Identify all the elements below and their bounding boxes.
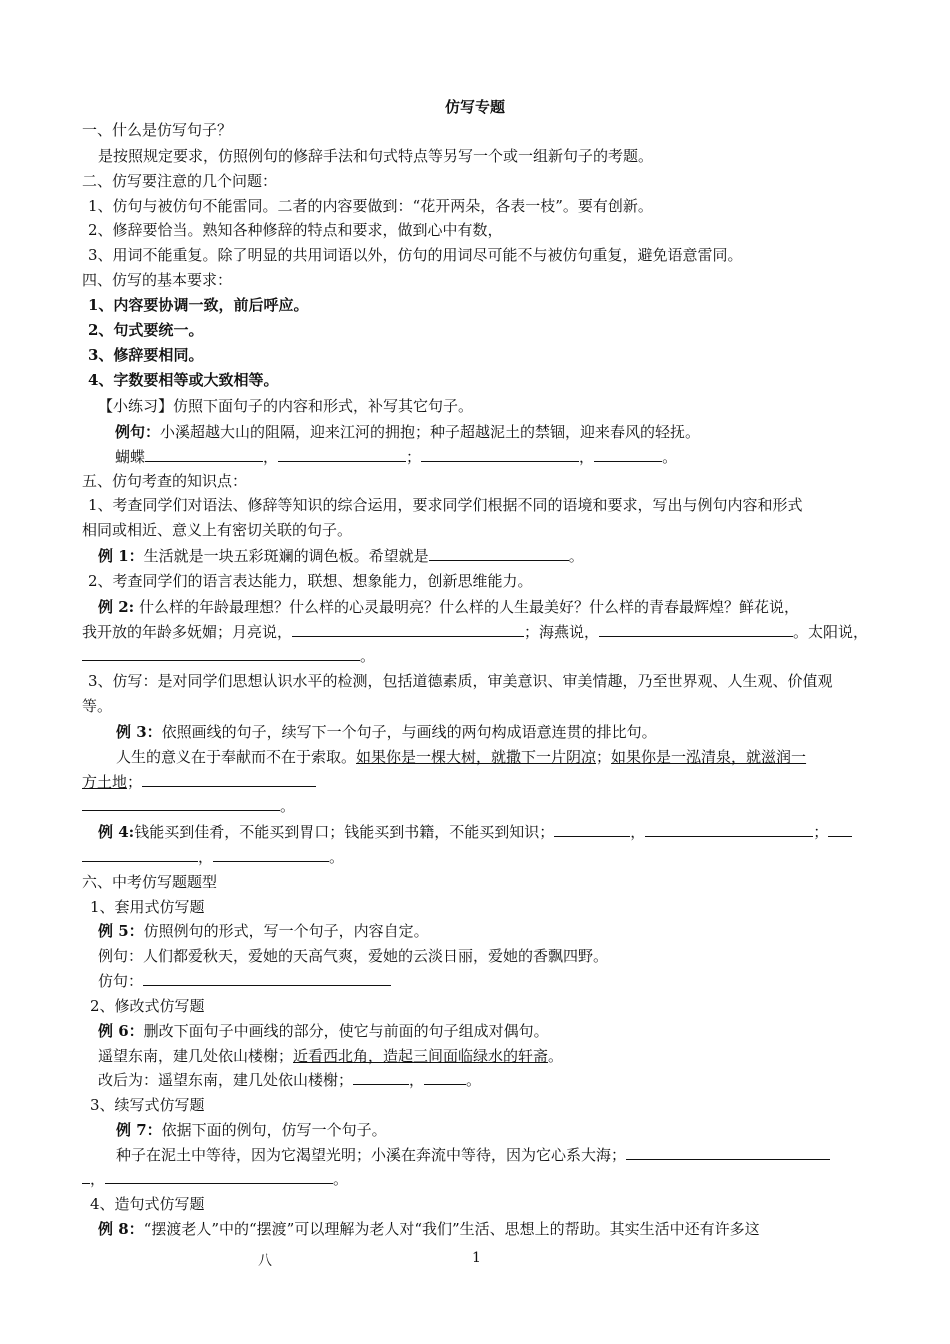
- section-6-item-1: 1、套用式仿写题: [90, 898, 205, 916]
- example-6-text: 删改下面句子中画线的部分，使它与前面的句子组成对偶句。: [143, 1022, 549, 1040]
- example-5-label: 例 5：: [98, 922, 144, 940]
- example-3-sentence: [116, 746, 906, 768]
- example-4-label: 例 4:: [98, 823, 135, 841]
- example-2-line-3: [82, 645, 872, 667]
- example-4-line-2: [82, 846, 872, 868]
- example-6-underlined: 近看西北角，造起三间面临绿水的轩斋: [293, 1047, 549, 1065]
- section-1-body: 是按照规定要求，仿照例句的修辞手法和句式特点等另写一个或一组新句子的考题。: [98, 147, 654, 165]
- example-2-line-1: [98, 596, 888, 618]
- punctuation: 。: [360, 647, 376, 665]
- example-5-fill-label: 仿句：: [98, 972, 144, 990]
- punctuation: 。: [280, 797, 296, 815]
- example-2-label: 例 2:: [98, 598, 135, 616]
- example-3-underlined-3: 方土地: [82, 773, 128, 791]
- example-6-plain: 遥望东南，建几处依山楼榭；: [98, 1047, 294, 1065]
- practice-example: [115, 421, 905, 443]
- answer-blank[interactable]: [278, 447, 406, 462]
- section-4-heading: 四、仿写的基本要求：: [82, 271, 233, 289]
- example-2-part: 。太阳说，: [793, 623, 869, 641]
- practice-fill-start: 蝴蝶: [115, 448, 146, 466]
- section-5-item-3-line-1: 3、仿写：是对同学们思想认识水平的检测，包括道德素质，审美意识、审美情趣，乃至世界观、人生观、价值观: [88, 672, 833, 690]
- answer-blank[interactable]: [599, 622, 793, 637]
- answer-blank[interactable]: [424, 1070, 466, 1085]
- punctuation: 。: [466, 1071, 482, 1089]
- answer-blank[interactable]: [645, 822, 813, 837]
- answer-blank[interactable]: [82, 646, 360, 661]
- example-6: [98, 1020, 888, 1042]
- punctuation: 。: [568, 547, 584, 565]
- practice-fill-line: [115, 446, 905, 468]
- example-7-text: 依据下面的例句，仿写一个句子。: [161, 1121, 387, 1139]
- answer-blank[interactable]: [82, 1169, 90, 1184]
- answer-blank[interactable]: [145, 447, 263, 462]
- example-6-sentence: [98, 1045, 888, 1067]
- example-5-fill: [98, 970, 888, 992]
- answer-blank[interactable]: [82, 796, 280, 811]
- punctuation: 。: [662, 448, 678, 466]
- example-6-revision-text: 改后为：遥望东南，建几处依山楼榭；: [98, 1071, 354, 1089]
- punctuation: ，: [198, 848, 214, 866]
- answer-blank[interactable]: [828, 822, 852, 837]
- example-1: [98, 545, 888, 567]
- example-3-plain: 人生的意义在于奉献而不在于索取。: [116, 748, 357, 766]
- punctuation: 。: [333, 1170, 349, 1188]
- section-4-item-2: 2、句式要统一。: [88, 321, 204, 339]
- practice-heading: 【小练习】仿照下面句子的内容和形式，补写其它句子。: [98, 397, 474, 415]
- example-8-text: “摆渡老人”中的“摆渡”可以理解为老人对“我们”生活、思想上的帮助。其实生活中还有许多这: [143, 1220, 760, 1238]
- punctuation: ，: [409, 1071, 425, 1089]
- section-2-heading: 二、仿写要注意的几个问题：: [82, 172, 278, 190]
- section-6-item-2: 2、修改式仿写题: [90, 997, 205, 1015]
- answer-blank[interactable]: [594, 447, 662, 462]
- section-6-heading: 六、中考仿写题题型: [82, 873, 218, 891]
- section-5-item-2: 2、考查同学们的语言表达能力，联想、想象能力，创新思维能力。: [88, 572, 533, 590]
- section-6-item-3: 3、续写式仿写题: [90, 1096, 205, 1114]
- example-6-label: 例 6：: [98, 1022, 144, 1040]
- punctuation: ，: [263, 448, 279, 466]
- example-3-answer-line: [82, 795, 872, 817]
- example-1-text: 生活就是一块五彩斑斓的调色板。希望就是: [143, 547, 429, 565]
- section-2-item-2: 2、修辞要恰当。熟知各种修辞的特点和要求，做到心中有数，: [88, 221, 503, 239]
- example-2-part: ；海燕说，: [524, 623, 600, 641]
- punctuation: ；: [127, 773, 143, 791]
- example-2-text: 什么样的年龄最理想？什么样的心灵最明亮？什么样的人生最美好？什么样的青春最辉煌？鲜花说，: [138, 598, 799, 616]
- example-7-label: 例 7：: [116, 1121, 162, 1139]
- punctuation: ，: [90, 1170, 106, 1188]
- example-3-sentence-cont: [82, 771, 872, 793]
- example-5-sentence: 例句：人们都爱秋天，爱她的天高气爽，爱她的云淡日丽，爱她的香飘四野。: [98, 947, 609, 965]
- answer-blank[interactable]: [213, 847, 329, 862]
- example-4-line-1: [98, 821, 888, 843]
- section-5-heading: 五、仿句考查的知识点：: [82, 472, 248, 490]
- punctuation: ；: [813, 823, 829, 841]
- answer-blank[interactable]: [429, 546, 569, 561]
- section-5-item-1-line-2: 相同或相近、意义上有密切关联的句子。: [82, 521, 353, 539]
- page-title: 仿写专题: [444, 98, 505, 116]
- section-5-item-3-line-2: 等。: [82, 697, 113, 715]
- example-4-text: 钱能买到佳肴，不能买到胃口；钱能买到书籍，不能买到知识；: [134, 823, 555, 841]
- punctuation: ；: [596, 748, 612, 766]
- answer-blank[interactable]: [105, 1169, 333, 1184]
- punctuation: ；: [406, 448, 422, 466]
- example-2-part: 我开放的年龄多妩媚；月亮说，: [82, 623, 293, 641]
- example-6-revision: [98, 1069, 888, 1091]
- punctuation: 。: [329, 848, 345, 866]
- example-3-text: 依照画线的句子，续写下一个句子，与画线的两句构成语意连贯的排比句。: [161, 723, 657, 741]
- punctuation: 。: [548, 1047, 564, 1065]
- example-3: [116, 721, 906, 743]
- answer-blank[interactable]: [82, 847, 198, 862]
- punctuation: ，: [579, 448, 595, 466]
- example-5: [98, 920, 888, 942]
- section-1-heading: 一、什么是仿写句子？: [82, 121, 233, 139]
- section-4-item-1: 1、内容要协调一致，前后呼应。: [88, 296, 309, 314]
- practice-example-label: 例句：: [115, 423, 161, 441]
- section-2-item-1: 1、仿句与被仿句不能雷同。二者的内容要做到：“花开两朵，各表一枝”。要有创新。: [88, 197, 653, 215]
- answer-blank[interactable]: [292, 622, 524, 637]
- answer-blank[interactable]: [421, 447, 579, 462]
- example-3-underlined-2: 如果你是一泓清泉，就滋润一: [611, 748, 807, 766]
- example-7-sentence-text: 种子在泥土中等待，因为它渴望光明；小溪在奔流中等待，因为它心系大海；: [116, 1146, 627, 1164]
- section-6-item-4: 4、造句式仿写题: [90, 1195, 205, 1213]
- answer-blank[interactable]: [626, 1145, 830, 1160]
- section-4-item-4: 4、字数要相等或大致相等。: [88, 371, 279, 389]
- example-3-label: 例 3：: [116, 723, 162, 741]
- page-number: 1: [472, 1250, 481, 1266]
- example-5-text: 仿照例句的形式，写一个句子，内容自定。: [143, 922, 429, 940]
- example-7-sentence: [116, 1144, 906, 1166]
- section-4-item-3: 3、修辞要相同。: [88, 346, 204, 364]
- example-7: [116, 1119, 906, 1141]
- answer-blank[interactable]: [353, 1070, 409, 1085]
- example-7-answer-line: [82, 1168, 872, 1190]
- example-2-line-2: [82, 621, 872, 643]
- example-8-label: 例 8：: [98, 1220, 144, 1238]
- answer-blank[interactable]: [142, 772, 316, 787]
- practice-example-text: 小溪超越大山的阻隔，迎来江河的拥抱；种子超越泥土的禁锢，迎来春风的轻抚。: [160, 423, 701, 441]
- footer-left: 八: [258, 1253, 272, 1269]
- example-8: [98, 1218, 888, 1240]
- example-3-underlined-1: 如果你是一棵大树，就撒下一片阴凉: [356, 748, 597, 766]
- example-1-label: 例 1：: [98, 547, 144, 565]
- section-5-item-1-line-1: 1、考查同学们对语法、修辞等知识的综合运用，要求同学们根据不同的语境和要求，写出与例句内容和形式: [88, 496, 803, 514]
- answer-blank[interactable]: [143, 971, 391, 986]
- answer-blank[interactable]: [554, 822, 630, 837]
- section-2-item-3: 3、用词不能重复。除了明显的共用词语以外，仿句的用词尽可能不与被仿句重复，避免语意雷同。: [88, 246, 743, 264]
- punctuation: ，: [630, 823, 646, 841]
